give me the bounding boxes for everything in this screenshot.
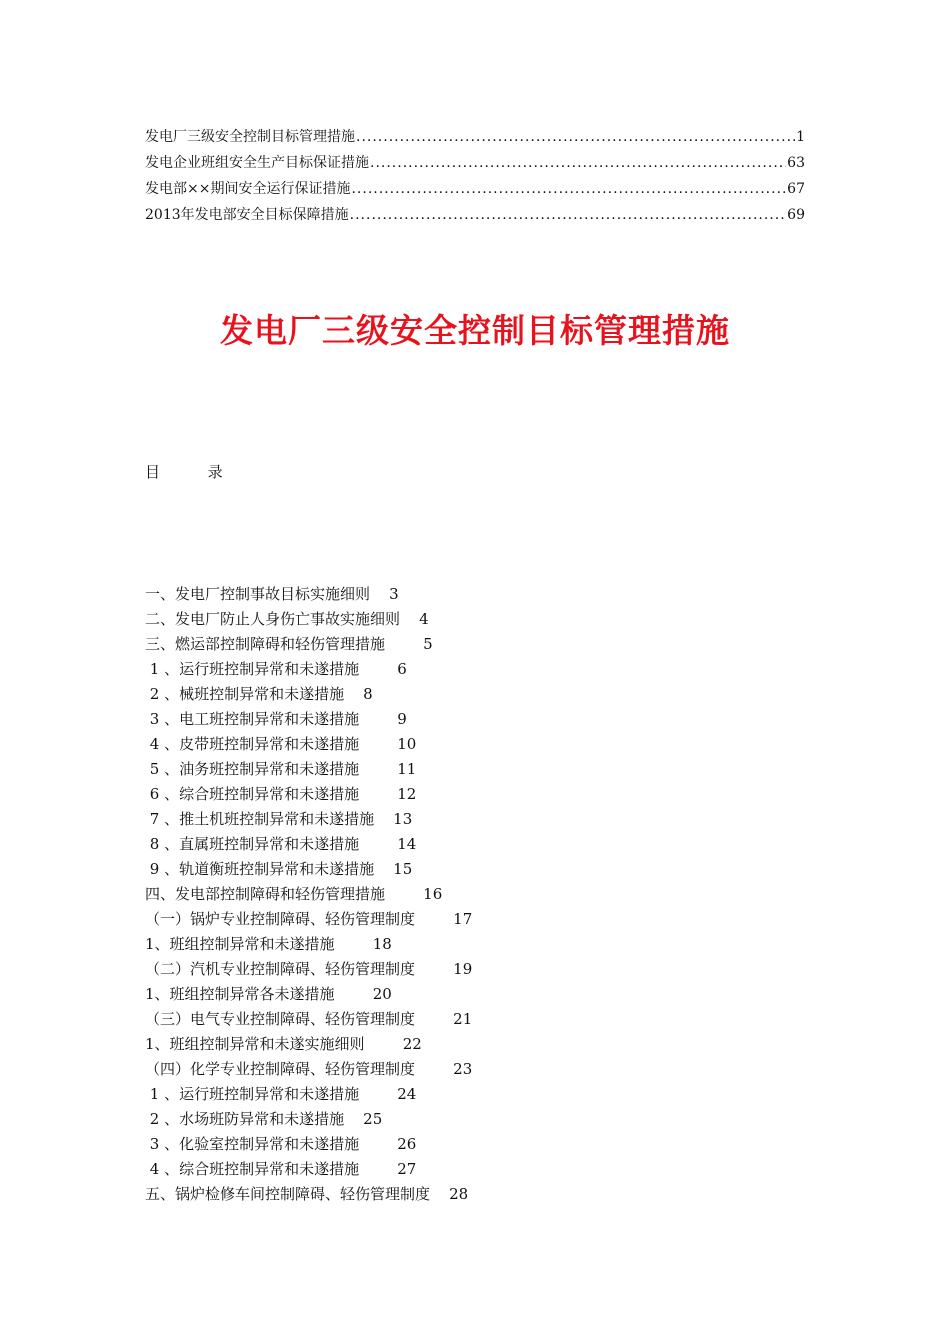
list-item: 6 、综合班控制异常和未遂措施 12	[145, 785, 417, 803]
list-item: （一）锅炉专业控制障碍、轻伤管理制度 17	[145, 910, 473, 928]
document-title: 发电厂三级安全控制目标管理措施	[220, 311, 730, 350]
toc-entry[interactable]	[145, 124, 805, 150]
list-item: 3 、电工班控制异常和未遂措施 9	[145, 710, 407, 728]
list-item: （三）电气专业控制障碍、轻伤管理制度 21	[145, 1010, 473, 1028]
list-item: 三、燃运部控制障碍和轻伤管理措施 5	[145, 635, 433, 653]
toc-leader-dots	[350, 202, 787, 228]
toc-entry-page: 69	[787, 207, 805, 223]
list-item: 4 、皮带班控制异常和未遂措施 10	[145, 735, 417, 753]
list-item: 四、发电部控制障碍和轻伤管理措施 16	[145, 885, 443, 903]
list-item: 五、锅炉检修车间控制障碍、轻伤管理制度 28	[145, 1185, 469, 1203]
list-item: 二、发电厂防止人身伤亡事故实施细则 4	[145, 610, 429, 628]
toc-entry-page: 1	[796, 129, 805, 145]
list-item: 1 、运行班控制异常和未遂措施 24	[145, 1085, 417, 1103]
list-item: 一、发电厂控制事故目标实施细则 3	[145, 585, 399, 603]
toc-entry-page: 63	[787, 155, 805, 171]
list-item: 2 、械班控制异常和未遂措施 8	[145, 685, 373, 703]
list-item: 5 、油务班控制异常和未遂措施 11	[145, 760, 417, 778]
toc-entry[interactable]	[145, 176, 805, 202]
toc-summary	[145, 124, 805, 228]
toc-entry-title: 发电厂三级安全控制目标管理措施	[145, 129, 355, 145]
list-item: 1 、运行班控制异常和未遂措施 6	[145, 660, 407, 678]
toc-entry-page: 67	[787, 181, 805, 197]
contents-list	[145, 582, 472, 1207]
list-item: 1、班组控制异常各未遂措施 20	[145, 985, 392, 1003]
toc-entry-title: 2013年发电部安全目标保障措施	[145, 207, 349, 223]
list-item: 7 、推土机班控制异常和未遂措施 13	[145, 810, 413, 828]
list-item: 8 、直属班控制异常和未遂措施 14	[145, 835, 417, 853]
list-item: 2 、水场班防异常和未遂措施 25	[145, 1110, 383, 1128]
toc-leader-dots	[356, 124, 795, 150]
toc-entry[interactable]	[145, 202, 805, 228]
list-item: 3 、化验室控制异常和未遂措施 26	[145, 1135, 417, 1153]
list-item: （二）汽机专业控制障碍、轻伤管理制度 19	[145, 960, 473, 978]
list-item: （四）化学专业控制障碍、轻伤管理制度 23	[145, 1060, 473, 1078]
list-item: 4 、综合班控制异常和未遂措施 27	[145, 1160, 417, 1178]
toc-entry-title: 发电企业班组安全生产目标保证措施	[145, 155, 369, 171]
list-item: 1、班组控制异常和未遂实施细则 22	[145, 1035, 422, 1053]
toc-entry-title: 发电部××期间安全运行保证措施	[145, 181, 351, 197]
list-item: 9 、轨道衡班控制异常和未遂措施 15	[145, 860, 413, 878]
contents-heading: 目 录	[145, 463, 223, 481]
toc-entry[interactable]	[145, 150, 805, 176]
list-item: 1、班组控制异常和未遂措施 18	[145, 935, 392, 953]
toc-leader-dots	[351, 176, 786, 202]
toc-leader-dots	[370, 150, 786, 176]
